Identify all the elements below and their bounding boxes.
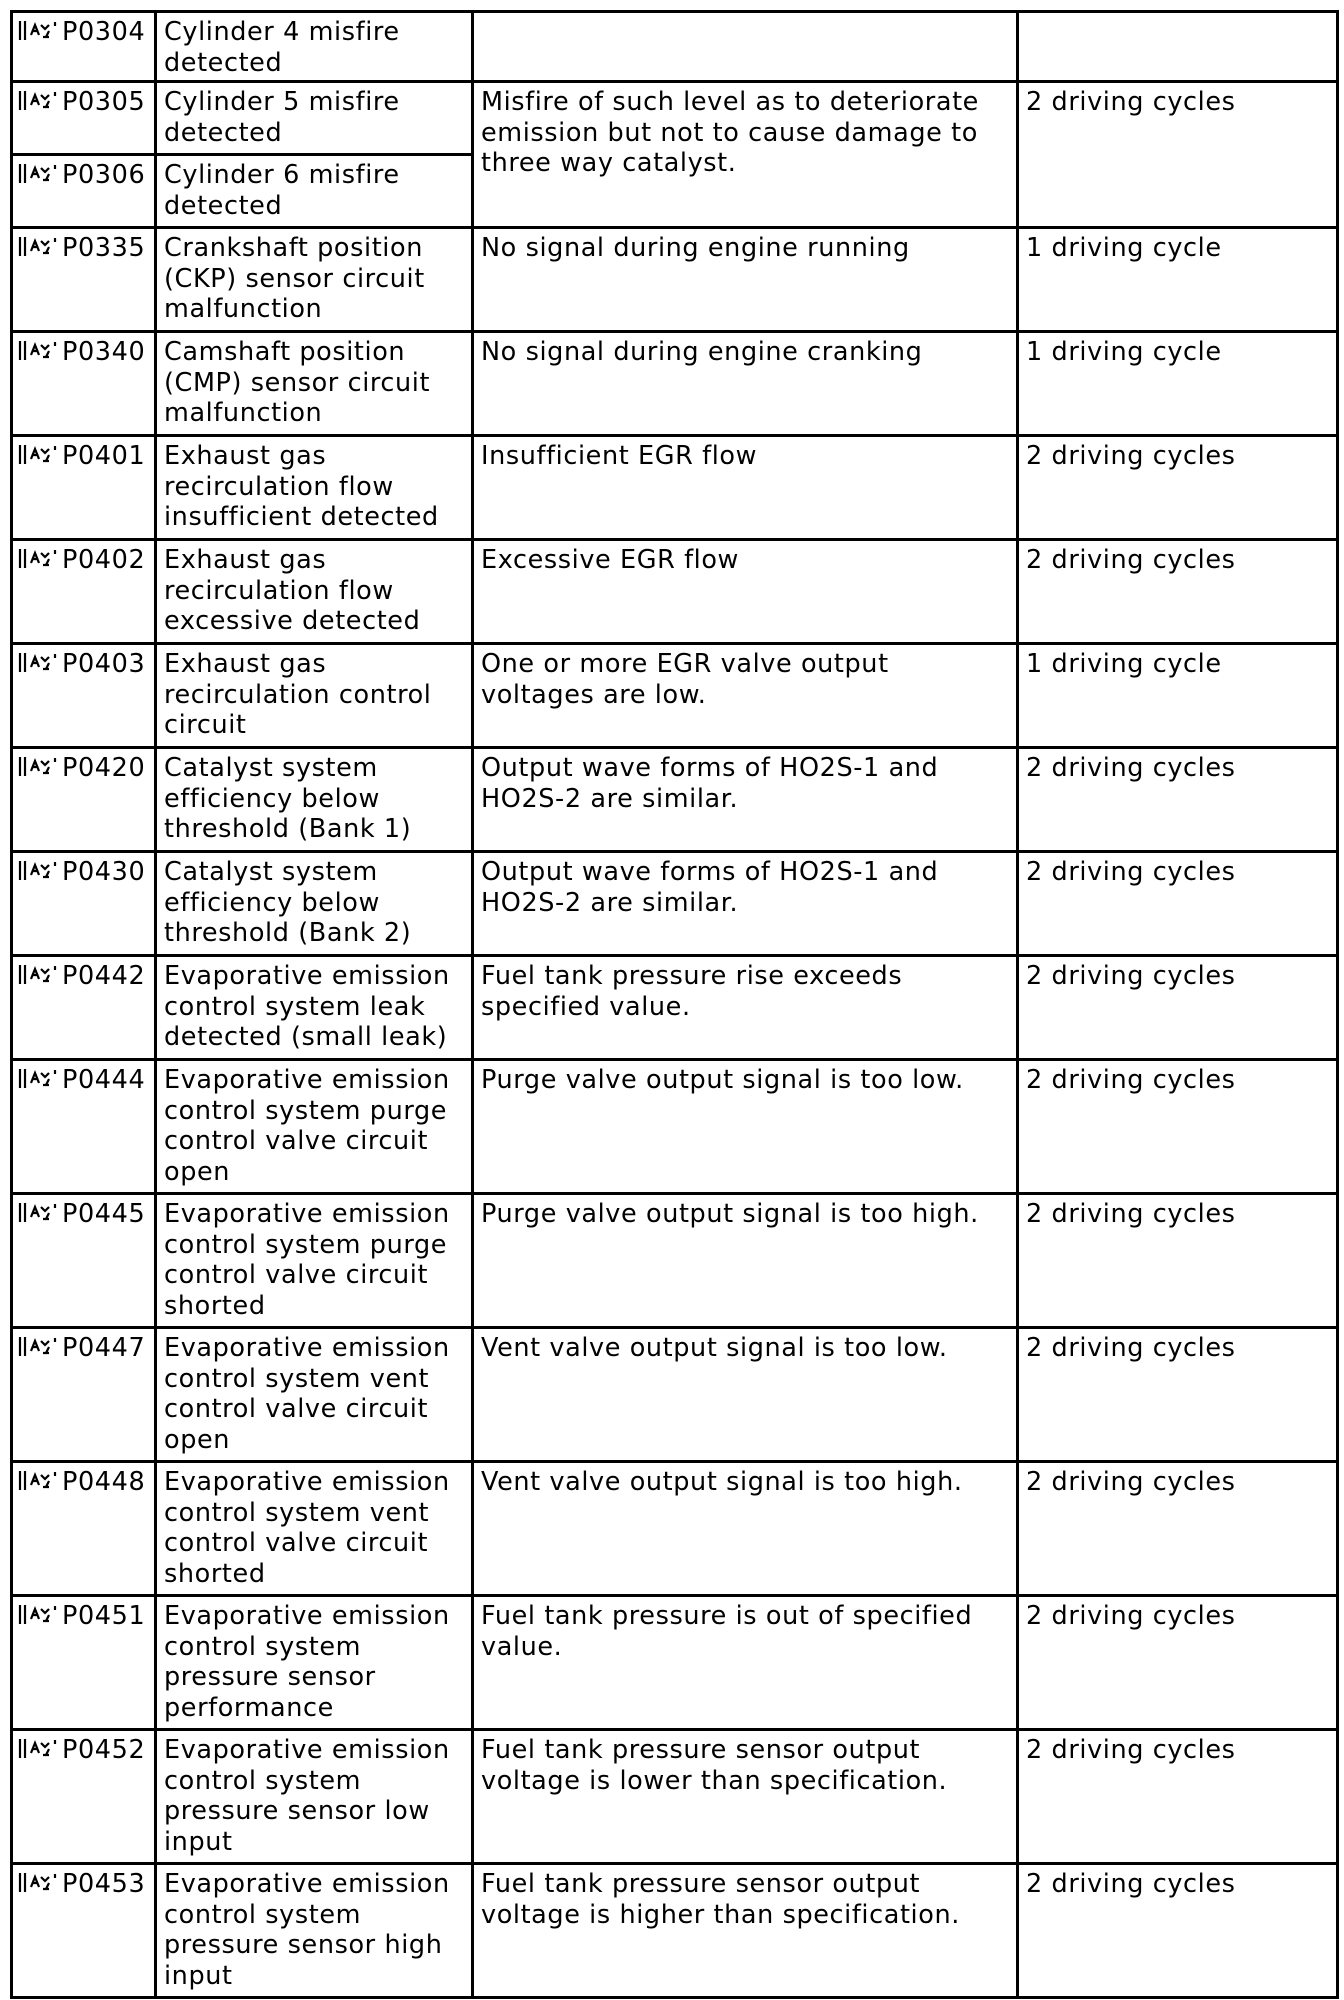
dtc-code: P0304 [62,17,146,47]
detect-condition: Fuel tank pressure is out of specified value. [473,1596,1018,1730]
table-row [12,956,1338,1060]
dtc-code-cell [12,228,156,332]
broken-glyph-icon [17,1333,61,1359]
dtc-code: P0335 [62,233,146,263]
dtc-code-cell [12,644,156,748]
dtc-code-cell [12,1596,156,1730]
detect-condition: Fuel tank pressure sensor output voltage is lower than specification. [473,1730,1018,1864]
detect-condition: Fuel tank pressure rise exceeds specified value. [473,956,1018,1060]
dtc-name: Evaporative emission control system purge control valve circuit open [156,1060,473,1194]
dtc-name: Crankshaft position (CKP) sensor circuit malfunction [156,228,473,332]
mil-cycles: 2 driving cycles [1018,956,1338,1060]
dtc-code-cell [12,1730,156,1864]
dtc-code-cell [12,852,156,956]
dtc-code-cell [12,748,156,852]
mil-cycles: 2 driving cycles [1018,540,1338,644]
dtc-code-cell [12,82,156,155]
mil-cycles: 2 driving cycles [1018,1060,1338,1194]
table-row [12,644,1338,748]
table-row [12,1194,1338,1328]
mil-cycles: 1 driving cycle [1018,228,1338,332]
table-row [12,82,1338,155]
dtc-name: Evaporative emission control system purge control valve circuit shorted [156,1194,473,1328]
broken-glyph-icon [17,233,61,259]
detect-condition: Purge valve output signal is too low. [473,1060,1018,1194]
dtc-name: Exhaust gas recirculation control circuit [156,644,473,748]
detect-condition: No signal during engine running [473,228,1018,332]
table-row [12,436,1338,540]
dtc-name: Evaporative emission control system pressure sensor performance [156,1596,473,1730]
mil-cycles: 2 driving cycles [1018,82,1338,228]
dtc-code: P0453 [62,1869,146,1899]
dtc-code: P0451 [62,1601,146,1631]
dtc-code-cell [12,1864,156,1998]
mil-cycles [1018,12,1338,82]
mil-cycles: 2 driving cycles [1018,1194,1338,1328]
dtc-code-cell [12,332,156,436]
dtc-table [10,10,1339,1999]
dtc-code-cell [12,1462,156,1596]
dtc-code-cell [12,436,156,540]
dtc-code: P0447 [62,1333,146,1363]
detect-condition: Output wave forms of HO2S-1 and HO2S-2 are similar. [473,748,1018,852]
broken-glyph-icon [17,441,61,467]
dtc-name: Evaporative emission control system vent control valve circuit shorted [156,1462,473,1596]
dtc-name: Exhaust gas recirculation flow insufficient detected [156,436,473,540]
dtc-code: P0401 [62,441,146,471]
dtc-name: Cylinder 6 misfire detected [156,155,473,228]
broken-glyph-icon [17,857,61,883]
dtc-code-cell [12,155,156,228]
dtc-code: P0444 [62,1065,146,1095]
detect-condition: No signal during engine cranking [473,332,1018,436]
detect-condition: Vent valve output signal is too high. [473,1462,1018,1596]
detect-condition: Fuel tank pressure sensor output voltage is higher than specification. [473,1864,1018,1998]
dtc-code-cell [12,1194,156,1328]
mil-cycles: 1 driving cycle [1018,644,1338,748]
dtc-name: Camshaft position (CMP) sensor circuit malfunction [156,332,473,436]
dtc-code: P0430 [62,857,146,887]
dtc-code: P0420 [62,753,146,783]
table-row [12,1596,1338,1730]
broken-glyph-icon [17,753,61,779]
dtc-code: P0305 [62,87,146,117]
table-row [12,1864,1338,1998]
dtc-code-cell [12,956,156,1060]
broken-glyph-icon [17,337,61,363]
dtc-code: P0452 [62,1735,146,1765]
dtc-name: Catalyst system efficiency below threshold (Bank 1) [156,748,473,852]
mil-cycles: 2 driving cycles [1018,1864,1338,1998]
broken-glyph-icon [17,1869,61,1895]
broken-glyph-icon [17,1065,61,1091]
dtc-name: Evaporative emission control system leak detected (small leak) [156,956,473,1060]
mil-cycles: 2 driving cycles [1018,436,1338,540]
detect-condition [473,12,1018,82]
dtc-code: P0340 [62,337,146,367]
detect-condition: Output wave forms of HO2S-1 and HO2S-2 are similar. [473,852,1018,956]
table-row [12,1328,1338,1462]
dtc-code: P0403 [62,649,146,679]
dtc-code: P0402 [62,545,146,575]
detect-condition: Purge valve output signal is too high. [473,1194,1018,1328]
dtc-code-cell [12,540,156,644]
broken-glyph-icon [17,17,61,43]
dtc-name: Cylinder 5 misfire detected [156,82,473,155]
table-row [12,1730,1338,1864]
mil-cycles: 2 driving cycles [1018,748,1338,852]
detect-condition: Misfire of such level as to deteriorate emission but not to cause damage to three way catalyst. [473,82,1018,228]
detect-condition: Insufficient EGR flow [473,436,1018,540]
mil-cycles: 2 driving cycles [1018,1462,1338,1596]
dtc-name: Catalyst system efficiency below threshold (Bank 2) [156,852,473,956]
dtc-code: P0306 [62,160,146,190]
table-row [12,852,1338,956]
broken-glyph-icon [17,160,61,186]
dtc-code-cell [12,12,156,82]
broken-glyph-icon [17,649,61,675]
table-row [12,12,1338,82]
dtc-code: P0445 [62,1199,146,1229]
mil-cycles: 2 driving cycles [1018,1730,1338,1864]
broken-glyph-icon [17,87,61,113]
mil-cycles: 2 driving cycles [1018,1328,1338,1462]
detect-condition: Excessive EGR flow [473,540,1018,644]
broken-glyph-icon [17,1467,61,1493]
table-row [12,1462,1338,1596]
dtc-name: Evaporative emission control system vent control valve circuit open [156,1328,473,1462]
broken-glyph-icon [17,1199,61,1225]
dtc-code: P0442 [62,961,146,991]
table-row [12,228,1338,332]
broken-glyph-icon [17,1735,61,1761]
table-row [12,748,1338,852]
mil-cycles: 2 driving cycles [1018,852,1338,956]
dtc-code-cell [12,1328,156,1462]
mil-cycles: 1 driving cycle [1018,332,1338,436]
dtc-name: Cylinder 4 misfire detected [156,12,473,82]
broken-glyph-icon [17,545,61,571]
dtc-code-cell [12,1060,156,1194]
dtc-name: Exhaust gas recirculation flow excessive detected [156,540,473,644]
broken-glyph-icon [17,1601,61,1627]
detect-condition: One or more EGR valve output voltages are low. [473,644,1018,748]
dtc-name: Evaporative emission control system pressure sensor high input [156,1864,473,1998]
dtc-code: P0448 [62,1467,146,1497]
dtc-name: Evaporative emission control system pressure sensor low input [156,1730,473,1864]
detect-condition: Vent valve output signal is too low. [473,1328,1018,1462]
table-row [12,540,1338,644]
table-row [12,332,1338,436]
broken-glyph-icon [17,961,61,987]
mil-cycles: 2 driving cycles [1018,1596,1338,1730]
table-row [12,1060,1338,1194]
